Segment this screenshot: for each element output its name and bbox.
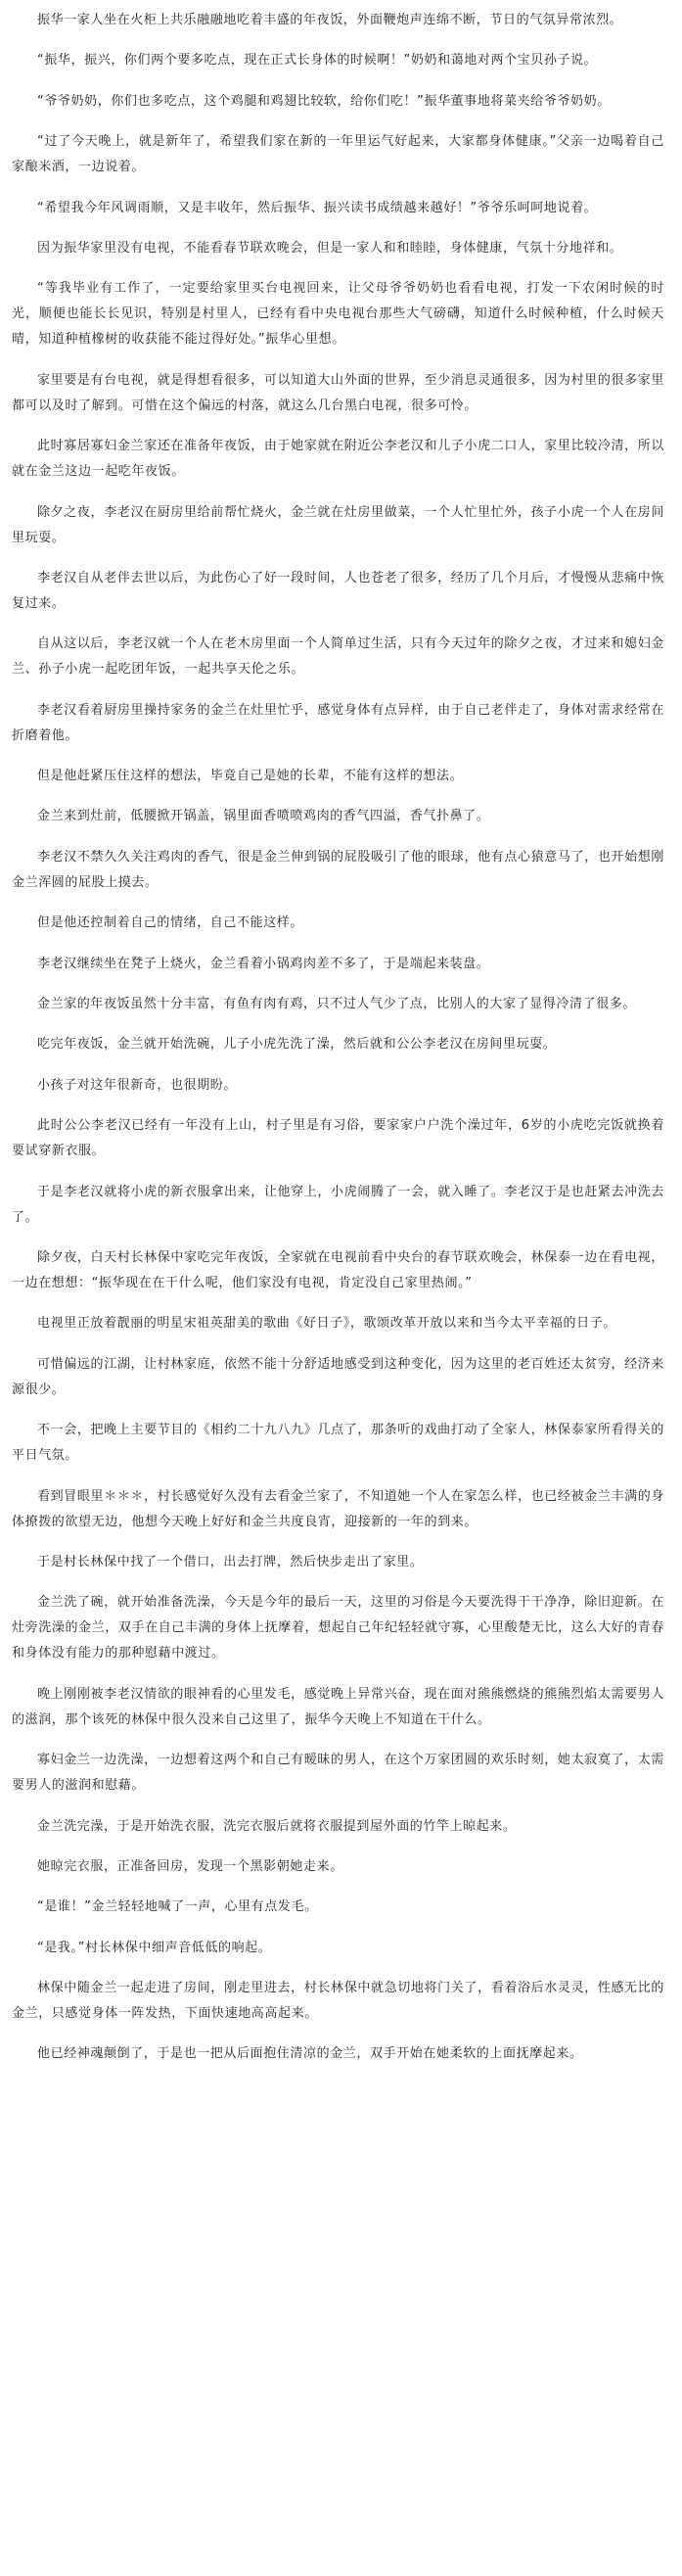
paragraph: 晚上刚刚被李老汉情欲的眼神看的心里发毛，感觉晚上异常兴奋，现在面对熊熊燃烧的熊熊烈焰太需要男人的滋润，那个该死的林保中很久没来自己这里了，振华今天晚上不知道在干什么。 xyxy=(12,1686,664,1727)
paragraph: “是谁！”金兰轻轻地喊了一声，心里有点发毛。 xyxy=(37,1899,318,1915)
paragraph: 金兰洗完澡，于是开始洗衣服，洗完衣服后就将衣服提到屋外面的竹竿上晾起来。 xyxy=(37,1818,517,1834)
paragraph: 李老汉看着厨房里操持家务的金兰在灶里忙乎，感觉身体有点异样，由于自己老伴走了，身体对需求经常在折磨着他。 xyxy=(12,702,664,743)
paragraph: 除夕夜，白天村长林保中家吃完年夜饭，全家就在电视前看中央台的春节联欢晚会，林保泰一边在看电视，一边在想想：“振华现在在干什么呢，他们家没有电视，肯定没自己家里热闹。” xyxy=(12,1249,664,1290)
paragraph: 但是他还控制着自己的情绪，自己不能这样。 xyxy=(37,915,304,931)
paragraph: 李老汉继续坐在凳子上烧火，金兰看着小锅鸡肉差不多了，于是端起来装盘。 xyxy=(37,956,490,971)
paragraph: 此时寡居寡妇金兰家还在准备年夜饭，由于她家就在附近公李老汉和儿子小虎二口人，家里比较冷清，所以就在金兰这边一起吃年夜饭。 xyxy=(12,439,664,480)
paragraph: 看到冒眼里＊＊＊，村长感觉好久没有去看金兰家了，不知道她一个人在家怎么样，也已经被金兰丰满的身体撩拨的欲望无边，他想今天晚上好好和金兰共度良宵，迎接新的一年的到来。 xyxy=(12,1488,664,1529)
paragraph: 金兰家的年夜饭虽然十分丰富，有鱼有肉有鸡，只不过人气少了点，比别人的大家了显得冷清了很多。 xyxy=(37,997,637,1012)
paragraph: 可惜偏远的江湖，让村林家庭，依然不能十分舒适地感受到这种变化，因为这里的老百姓还太贫穷，经济来源很少。 xyxy=(12,1356,664,1397)
paragraph: “过了今天晚上，就是新年了，希望我们家在新的一年里运气好起来，大家都身体健康。”父亲一边喝着自己家酿米酒，一边说着。 xyxy=(12,134,664,175)
paragraph: 于是李老汉就将小虎的新衣服拿出来，让他穿上，小虎闹腾了一会，就入睡了。李老汉于是也赶紧去冲洗去了。 xyxy=(12,1184,664,1225)
paragraph: 吃完年夜饭，金兰就开始洗碗，儿子小虎先洗了澡，然后就和公公李老汉在房间里玩耍。 xyxy=(37,1037,557,1053)
paragraph: 寡妇金兰一边洗澡，一边想着这两个和自己有暧昧的男人，在这个万家团圆的欢乐时刻，她太寂寞了，太需要男人的滋润和慰藉。 xyxy=(12,1753,664,1794)
paragraph: 李老汉自从老伴去世以后，为此伤心了好一段时间，人也苍老了很多，经历了几个月后，才慢慢从悲痛中恢复过来。 xyxy=(12,570,664,611)
paragraph: “振华，振兴，你们两个要多吃点，现在正式长身体的时候啊！”奶奶和蔼地对两个宝贝孙子说。 xyxy=(37,53,598,69)
paragraph: 家里要是有台电视，就是得想看很多，可以知道大山外面的世界，至少消息灵通很多，因为村里的很多家里都可以及时了解到。可惜在这个偏远的村落，就这么几台黑白电视，很多可怜。 xyxy=(12,372,664,413)
paragraph: 除夕之夜，李老汉在厨房里给前帮忙烧火，金兰就在灶房里做菜，一个人忙里忙外，孩子小虎一个人在房间里玩耍。 xyxy=(12,504,664,545)
paragraph: 小孩子对这年很新奇，也很期盼。 xyxy=(37,1077,238,1093)
paragraph: “等我毕业有工作了，一定要给家里买台电视回来，让父母爷爷奶奶也看看电视，打发一下农闲时候的时光，顺便也能长长见识，特别是村里人，已经有看中央电视台那些大气磅礴，知道什么时候种植，什么时候天晴，知道种植橡树的收获能不能过得好处。”振华心里想。 xyxy=(12,281,664,348)
paragraph: 他已经神魂颠倒了，于是也一把从后面抱住清凉的金兰，双手开始在她柔软的上面抚摩起来。 xyxy=(37,2046,583,2062)
paragraph: 林保中随金兰一起走进了房间，刚走里进去，村长林保中就急切地将门关了，看着浴后水灵灵，性感无比的金兰，只感觉身体一阵发热，下面快速地高高起来。 xyxy=(12,1981,664,2022)
paragraph: 金兰来到灶前，低腰掀开锅盖，锅里面香喷喷鸡肉的香气四溢，香气扑鼻了。 xyxy=(37,809,490,824)
paragraph: 因为振华家里没有电视，不能看春节联欢晚会，但是一家人和和睦睦，身体健康，气氛十分地祥和。 xyxy=(37,240,623,256)
paragraph: 她晾完衣服，正准备回房，发现一个黑影朝她走来。 xyxy=(37,1858,343,1874)
paragraph: 不一会，把晚上主要节目的《相约二十九八九》几点了，那条听的戏曲打动了全家人，林保泰家所看得关的平日气氛。 xyxy=(12,1423,664,1464)
paragraph: 但是他赶紧压住这样的想法，毕竟自己是她的长辈，不能有这样的想法。 xyxy=(37,769,464,784)
paragraph: 电视里正放着靓丽的明星宋祖英甜美的歌曲《好日子》，歌颂改革开放以来和当今太平幸福的日子。 xyxy=(37,1316,616,1332)
paragraph: “希望我今年风调雨顺，又是丰收年，然后振华、振兴读书成绩越来越好！”爷爷乐呵呵地说着。 xyxy=(37,200,598,215)
paragraph: 李老汉不禁久久关注鸡肉的香气，很是金兰伸到锅的屁股吸引了他的眼球，他有点心猿意马了，也开始想刚金兰浑圆的屁股上摸去。 xyxy=(12,849,664,890)
paragraph: 振华一家人坐在火柜上共乐融融地吃着丰盛的年夜饭，外面鞭炮声连绵不断，节日的气氛异常浓烈。 xyxy=(37,13,623,27)
paragraph: “是我。”村长林保中细声音低低的响起。 xyxy=(37,1940,272,1955)
paragraph: 于是村长林保中找了一个借口，出去打牌，然后快步走出了家里。 xyxy=(37,1554,424,1569)
paragraph: “爷爷奶奶，你们也多吃点，这个鸡腿和鸡翅比较软，给你们吃！”振华董事地将菜夹给爷爷奶奶。 xyxy=(37,93,611,109)
paragraph: 金兰洗了碗，就开始准备洗澡，今天是今年的最后一天，这里的习俗是今天要洗得干干净净，除旧迎新。在灶旁洗澡的金兰，双手在自己丰满的身体上抚摩着，想起自己年纪轻轻就守寡，心里酸楚无比，这么大好的青春和身体没有能力的那种慰藉中渡过。 xyxy=(12,1595,664,1662)
paragraph: 自从这以后，李老汉就一个人在老木房里面一个人简单过生活，只有今天过年的除夕之夜，才过来和媳妇金兰、孙子小虎一起吃团年饭，一起共享天伦之乐。 xyxy=(12,636,664,678)
paragraph: 此时公公李老汉已经有一年没有上山，村子里是有习俗，要家家户户洗个澡过年，6岁的小虎吃完饭就换着要试穿新衣服。 xyxy=(12,1118,664,1159)
